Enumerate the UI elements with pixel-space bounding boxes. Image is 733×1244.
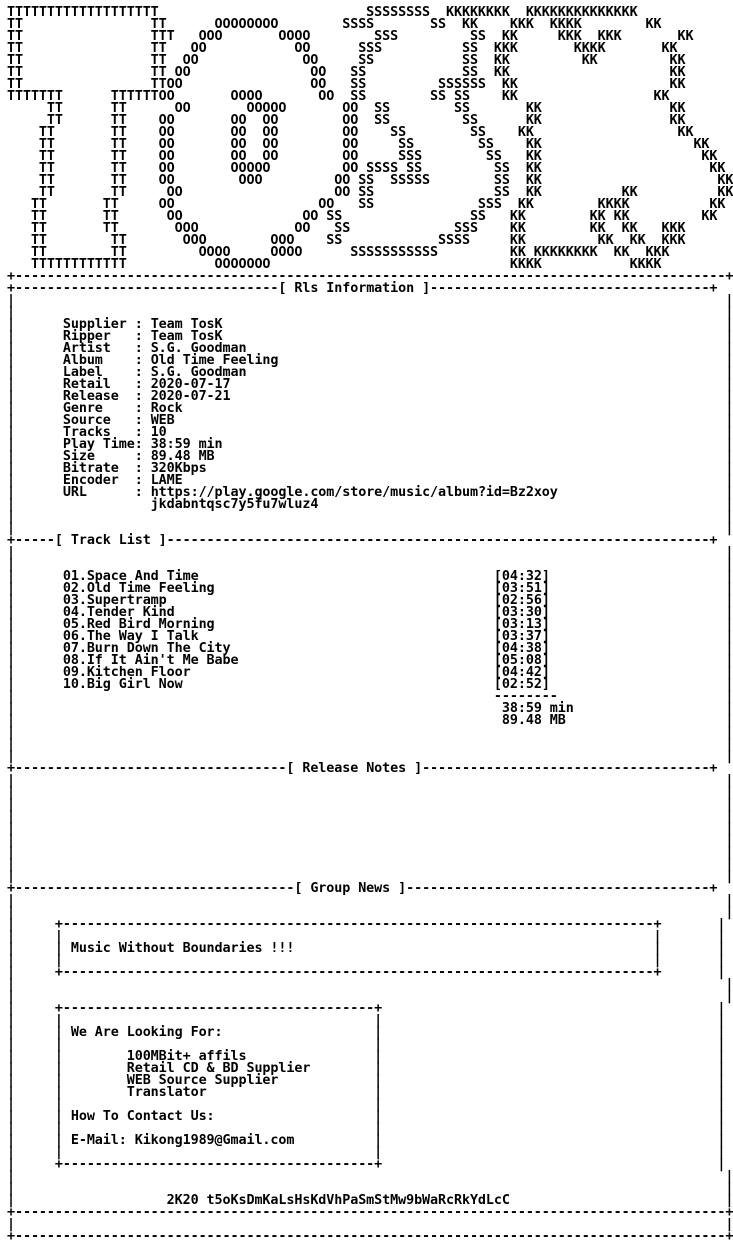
track-number: 09: [62, 665, 79, 680]
email-label: E-Mail:: [70, 1133, 127, 1148]
section-title-rls-information: Rls Information: [294, 281, 415, 296]
logo-line: TT TT OO OO SS SS KK KK KK: [7, 53, 686, 68]
track-title: The Way I Talk: [86, 629, 199, 644]
logo-line: TT TT OO OO SS SS KK KK KK: [7, 185, 733, 200]
rls-field-label: Artist: [62, 341, 135, 356]
rls-field-label: Label: [62, 365, 135, 380]
rls-field-label: Tracks: [62, 425, 135, 440]
rls-field-value: 2020-07-21: [150, 389, 231, 404]
track-number: 06: [62, 629, 79, 644]
rls-field-label: Bitrate: [62, 461, 135, 476]
track-title: Old Time Feeling: [86, 581, 215, 596]
logo-line: TT TT OO OO OO OO SS SS KK KK: [7, 137, 710, 152]
track-duration: 04:32: [501, 569, 542, 584]
rls-field-value: Rock: [150, 401, 183, 416]
email-address: Kikong1989@Gmail.com: [134, 1133, 295, 1148]
logo-line: TT TT OO OO SS SS KK KK KK KK: [7, 209, 718, 224]
rls-field-value: 2020-07-17: [150, 377, 231, 392]
section-title-group-news: Group News: [310, 881, 391, 896]
nfo-document: TTTTTTTTTTTTTTTTTTT SSSSSSSS KKKKKKKK KKKKKKKKKKKKKK TT TT OOOOOOOO SSSS SS KK KKK KKKK KK TT TTT OOO OOOO SSS SS KK KKK KKK KK TT TT OO OO SSS SS KKK KKKK KK TT TT OO OO SS SS KK KK KK TT TT OO OO SS SS KK KK TT TTOO OO SS SSSSSS KK KK TTTTTTT TTTTTTOO OOOO OO SS SS SS KK KK TT TT OO OOOOO OO SS SS KK KK TT TT OO OO OO OO SS SS KK KK TT TT OO OO OO OO SS SS KK KK TT TT OO OO OO OO SS SS KK KK TT TT OO OO OO OO SSS SS KK KK TT TT OO OOOOO OO SSSS SS SS KK KK TT TT OO OOO OO SS SSSSS SS KK KK TT TT OO OO SS SS KK KK KK TT TT OO OO SS SSS KK KKKK KK TT TT OO OO SS SS KK KK KK KK TT TT OOO OO SS SSS KK KK KK KKK TT TT OOO OOO SS SSSS KK KK KK KKK TT TT OOOO OOOO SSSSSSSSSSS KK KKKKKKKK KK KKK TTTTTTTTTTTT OOOOOOO KKKK KKKK +-----------------------------------------------------------------------------------------+ +---------------------------------[ Rls Information ]-----------------------------------+ | | | | | Supplier : Team TosK | | Ripper : Team TosK | | Artist : S.G. Goodman | | Album : Old Time Feeling | | Label : S.G. Goodman | | Retail : 2020-07-17 | | Release : 2020-07-21 | | Genre : Rock | | Source : WEB | | Tracks : 10 | | Play Time: 38:59 min | | Size : 89.48 MB | | Bitrate : 320Kbps | | Encoder : LAME | | URL : https://play.google.com/store/music/album?id=Bz2xoy | | jkdabntqsc7y5fu7wluz4 | | | | | +-----[ Track List ]--------------------------------------------------------------------+ | | | | | 01.Space And Time [04:32] | | 02.Old Time Feeling [03:51] | | 03.Supertramp [02:56] | | 04.Tender Kind [03:30] | | 05.Red Bird Morning [03:13] | | 06.The Way I Talk [03:37] | | 07.Burn Down The City [04:38] | | 08.If It Ain't Me Babe [05:08] | | 09.Kitchen Floor [04:42] | | 10.Big Girl Now [02:52] | | -------- | | 38:59 min | | 89.48 MB | | | | | | | +----------------------------------[ Release Notes ]------------------------------------+ | | | | | | | | | | | | | | | | | | +-----------------------------------[ Group News ]--------------------------------------+ | | | | | +--------------------------------------------------------------------------+ | | | | | | | Music Without Boundaries !!! | | | | | | | +--------------------------------------------------------------------------+ | | | | | | +---------------------------------------+ | | | | | | | We Are Looking For: | | | | | | | | 100MBit+ affils | | | | Retail CD & BD Supplier | | | | WEB Source Supplier | | | | Translator | | | | | | | | How To Contact Us: | | | | | | | | E-Mail: Kikong1989@Gmail.com | | | | | | | +---------------------------------------+ | | | | | | 2K20 t5oKsDmKaLsHsKdVhPaSmStMw9bWaRcRkYdLcC | +-----------------------------------------------------------------------------------------+ | | +-----------------------------------------------------------------------------------------+: [7, 5, 733, 1244]
track-title: Tender Kind: [86, 605, 175, 620]
rls-field-label: URL: [62, 485, 135, 500]
total-size: 89.48 MB: [501, 713, 566, 728]
rls-field-value: 10: [150, 425, 167, 440]
wanted-item: Retail CD & BD Supplier: [126, 1061, 311, 1076]
track-title: If It Ain't Me Babe: [86, 653, 239, 668]
track-duration: 02:52: [501, 677, 542, 692]
track-title: Space And Time: [86, 569, 199, 584]
track-title: Big Girl Now: [86, 677, 183, 692]
rls-field-value: S.G. Goodman: [150, 365, 247, 380]
logo-line: TT TTT OOO OOOO SSS SS KK KKK KKK KK: [7, 29, 694, 44]
rls-field-label: Retail: [62, 377, 135, 392]
track-number: 10: [62, 677, 79, 692]
track-title: Kitchen Floor: [86, 665, 191, 680]
rls-field-label: Album: [62, 353, 135, 368]
track-number: 07: [62, 641, 79, 656]
logo-line: TT TT OO OO OO OO SS SS KK KK: [7, 113, 686, 128]
section-title-track-list: Track List: [70, 533, 151, 548]
track-number: 01: [62, 569, 79, 584]
track-number: 02: [62, 581, 79, 596]
section-title-release-notes: Release Notes: [302, 761, 407, 776]
logo-line: TT TT OO OOOOO OO SS SS KK KK: [7, 101, 686, 116]
track-duration: 04:42: [501, 665, 542, 680]
wanted-item: 100MBit+ affils: [126, 1049, 247, 1064]
logo-line: TT TT OOO OO SS SSS KK KK KK KKK: [7, 221, 686, 236]
rls-field-value: 38:59 min: [150, 437, 223, 452]
track-duration: 04:38: [501, 641, 542, 656]
track-duration: 02:56: [501, 593, 542, 608]
logo-line: TT TT OO OO OO OO SSS SS KK KK: [7, 149, 718, 164]
group-motto: Music Without Boundaries !!!: [70, 941, 295, 956]
rls-field-value: Team TosK: [150, 317, 223, 332]
rls-field-label: Source: [62, 413, 135, 428]
footer-tag: 2K20 t5oKsDmKaLsHsKdVhPaSmStMw9bWaRcRkYdLcC: [166, 1193, 510, 1208]
rls-field-label: Release: [62, 389, 135, 404]
track-title: Burn Down The City: [86, 641, 231, 656]
rls-field-value: https://play.google.com/store/music/album?id=Bz2xoy: [150, 485, 558, 500]
logo-line: TT TT OO OOOOO OO SSSS SS SS KK KK: [7, 161, 726, 176]
rls-field-value: LAME: [150, 473, 183, 488]
logo-line: TT TT OOOOOOOO SSSS SS KK KKK KKKK KK: [7, 17, 662, 32]
track-title: Red Bird Morning: [86, 617, 215, 632]
logo-line: TT TT OOO OOO SS SSSS KK KK KK KKK: [7, 233, 686, 248]
rls-url-continued: jkdabntqsc7y5fu7wluz4: [150, 497, 319, 512]
logo-line: TTTTTTT TTTTTTOO OOOO OO SS SS SS KK KK: [7, 89, 670, 104]
rls-field-value: Team TosK: [150, 329, 223, 344]
track-duration: 03:37: [501, 629, 542, 644]
track-number: 03: [62, 593, 79, 608]
wanted-item: Translator: [126, 1085, 207, 1100]
rls-field-value: S.G. Goodman: [150, 341, 247, 356]
logo-line: TT TT OOOO OOOO SSSSSSSSSSS KK KKKKKKKK KK KKK: [7, 245, 670, 260]
rls-field-label: Encoder: [62, 473, 135, 488]
logo-line: TT TT OO OO SSS SS KKK KKKK KK: [7, 41, 678, 56]
rls-field-value: 320Kbps: [150, 461, 207, 476]
logo-line: TT TT OO OO SS SSS KK KKKK KK: [7, 197, 726, 212]
logo-line: TTTTTTTTTTTT OOOOOOO KKKK KKKK: [7, 257, 662, 272]
rls-field-label: Genre: [62, 401, 135, 416]
track-number: 04: [62, 605, 79, 620]
track-title: Supertramp: [86, 593, 167, 608]
contact-heading: How To Contact Us:: [70, 1109, 215, 1124]
rls-field-label: Size: [62, 449, 135, 464]
rls-field-value: 89.48 MB: [150, 449, 215, 464]
logo-line: TT TT OO OOO OO SS SSSSS SS KK KK: [7, 173, 733, 188]
wanted-item: WEB Source Supplier: [126, 1073, 279, 1088]
track-number: 08: [62, 653, 79, 668]
rls-field-label: Ripper: [62, 329, 135, 344]
rls-field-label: Supplier: [62, 317, 135, 332]
rls-field-value: WEB: [150, 413, 175, 428]
logo-line: TT TT OO OO OO OO SS SS KK KK: [7, 125, 694, 140]
track-duration: 03:13: [501, 617, 542, 632]
logo-line: TT TT OO OO SS SS KK KK: [7, 65, 686, 80]
track-duration: 03:30: [501, 605, 542, 620]
track-duration: 05:08: [501, 653, 542, 668]
rls-field-label: Play Time: [62, 437, 135, 452]
looking-for-heading: We Are Looking For:: [70, 1025, 223, 1040]
logo-line: TT TTOO OO SS SSSSSS KK KK: [7, 77, 686, 92]
rls-field-value: Old Time Feeling: [150, 353, 279, 368]
track-duration: 03:51: [501, 581, 542, 596]
logo-line: TTTTTTTTTTTTTTTTTTT SSSSSSSS KKKKKKKK KKKKKKKKKKKKKK: [7, 5, 638, 20]
track-number: 05: [62, 617, 79, 632]
total-play-time: 38:59 min: [501, 701, 574, 716]
